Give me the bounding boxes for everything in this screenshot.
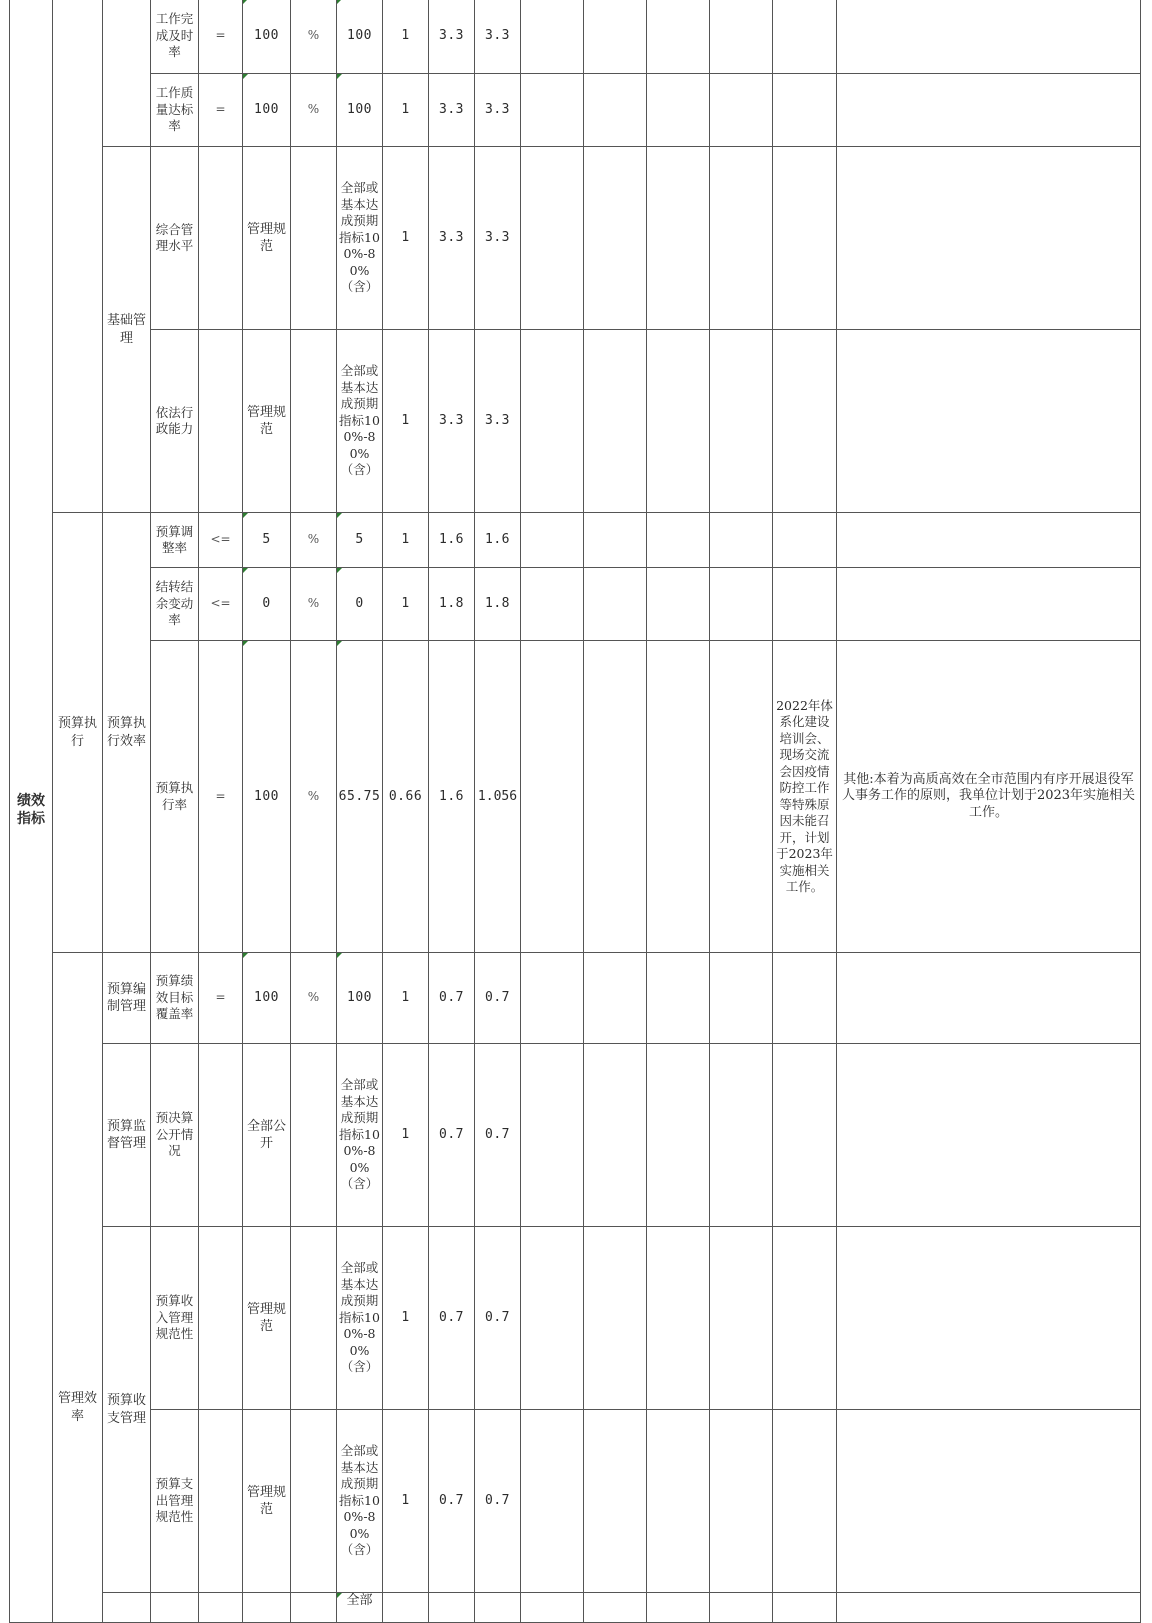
level3-budget-supervision-mgmt: 预算监督管理 xyxy=(103,1044,151,1227)
table-row xyxy=(10,953,1141,1044)
blank-cell xyxy=(647,330,710,513)
level2-blank xyxy=(53,0,103,513)
reason-cell xyxy=(773,330,837,513)
operator: <= xyxy=(199,513,243,568)
blank-cell xyxy=(647,568,710,641)
operator xyxy=(199,330,243,513)
section-label: 绩效指标 xyxy=(10,0,53,1623)
blank-cell xyxy=(647,953,710,1044)
actual-value: 全部或基本达成预期指标100%-80%（含） xyxy=(337,1044,383,1227)
level2-budget-exec: 预算执行 xyxy=(53,513,103,953)
reason-cell xyxy=(773,953,837,1044)
blank-cell xyxy=(521,568,584,641)
completion-rate xyxy=(383,1593,429,1623)
indicator-name: 综合管理水平 xyxy=(151,147,199,330)
operator: = xyxy=(199,74,243,147)
score: 3.3 xyxy=(475,147,521,330)
table-row xyxy=(10,74,1141,147)
blank-cell xyxy=(584,568,647,641)
level3-budget-prep-mgmt: 预算编制管理 xyxy=(103,953,151,1044)
blank-cell xyxy=(710,330,773,513)
blank-cell xyxy=(521,330,584,513)
indicator-name: 结转结余变动率 xyxy=(151,568,199,641)
target-value: 管理规范 xyxy=(243,330,291,513)
reason-cell xyxy=(773,74,837,147)
weight: 0.7 xyxy=(429,1410,475,1593)
actual-value: 100 xyxy=(337,953,383,1044)
blank-cell xyxy=(521,1227,584,1410)
remark-cell xyxy=(837,953,1141,1044)
weight: 3.3 xyxy=(429,74,475,147)
target-value: 管理规范 xyxy=(243,1227,291,1410)
score: 0.7 xyxy=(475,953,521,1044)
blank-cell xyxy=(710,641,773,953)
actual-value: 5 xyxy=(337,513,383,568)
level3-basic-mgmt: 基础管理 xyxy=(103,147,151,513)
blank-cell xyxy=(584,1593,647,1623)
completion-rate: 1 xyxy=(383,1044,429,1227)
indicator-name: 预算支出管理规范性 xyxy=(151,1410,199,1593)
blank-cell xyxy=(710,513,773,568)
table-row xyxy=(10,147,1141,330)
indicator-name: 预算收入管理规范性 xyxy=(151,1227,199,1410)
remark-cell xyxy=(837,330,1141,513)
target-value: 0 xyxy=(243,568,291,641)
remark-cell xyxy=(837,1593,1141,1623)
unit: % xyxy=(291,953,337,1044)
actual-value: 全部 xyxy=(337,1593,383,1623)
blank-cell xyxy=(647,1227,710,1410)
unit xyxy=(291,330,337,513)
remark-cell xyxy=(837,568,1141,641)
indicator-name xyxy=(151,1593,199,1623)
weight: 0.7 xyxy=(429,953,475,1044)
score: 0.7 xyxy=(475,1410,521,1593)
blank-cell xyxy=(584,74,647,147)
remark-cell xyxy=(837,1227,1141,1410)
blank-cell xyxy=(710,568,773,641)
remark-cell xyxy=(837,513,1141,568)
blank-cell xyxy=(710,1227,773,1410)
blank-cell xyxy=(584,641,647,953)
blank-cell xyxy=(584,1227,647,1410)
indicator-name: 预算调整率 xyxy=(151,513,199,568)
actual-value: 全部或基本达成预期指标100%-80%（含） xyxy=(337,1227,383,1410)
actual-value: 100 xyxy=(337,0,383,74)
target-value: 管理规范 xyxy=(243,147,291,330)
blank-cell xyxy=(521,513,584,568)
score: 0.7 xyxy=(475,1227,521,1410)
target-value: 100 xyxy=(243,74,291,147)
target-value: 100 xyxy=(243,0,291,74)
operator: = xyxy=(199,0,243,74)
operator: = xyxy=(199,953,243,1044)
reason-cell xyxy=(773,0,837,74)
completion-rate: 1 xyxy=(383,568,429,641)
blank-cell xyxy=(521,953,584,1044)
indicator-name: 依法行政能力 xyxy=(151,330,199,513)
blank-cell xyxy=(710,147,773,330)
table-row xyxy=(10,641,1141,953)
blank-cell xyxy=(584,0,647,74)
blank-cell xyxy=(647,0,710,74)
completion-rate: 1 xyxy=(383,147,429,330)
reason-cell xyxy=(773,1593,837,1623)
score: 3.3 xyxy=(475,0,521,74)
blank-cell xyxy=(584,953,647,1044)
score: 1.8 xyxy=(475,568,521,641)
unit xyxy=(291,147,337,330)
table-row xyxy=(10,1227,1141,1410)
level2-mgmt-eff: 管理效率 xyxy=(53,953,103,1623)
operator xyxy=(199,1227,243,1410)
indicator-name: 预算绩效目标覆盖率 xyxy=(151,953,199,1044)
weight: 0.7 xyxy=(429,1044,475,1227)
operator xyxy=(199,147,243,330)
reason-cell xyxy=(773,1044,837,1227)
remark-note: 其他:本着为高质高效在全市范围内有序开展退役军人事务工作的原则，我单位计划于2023年实施相关工作。 xyxy=(837,641,1141,953)
indicator-name: 工作质量达标率 xyxy=(151,74,199,147)
blank-cell xyxy=(647,641,710,953)
blank-cell xyxy=(584,1044,647,1227)
operator xyxy=(199,1410,243,1593)
blank-cell xyxy=(584,1410,647,1593)
table-row xyxy=(10,513,1141,568)
completion-rate: 1 xyxy=(383,0,429,74)
unit xyxy=(291,1044,337,1227)
target-value: 5 xyxy=(243,513,291,568)
blank-cell xyxy=(521,1044,584,1227)
completion-rate: 1 xyxy=(383,513,429,568)
remark-cell xyxy=(837,74,1141,147)
score: 3.3 xyxy=(475,330,521,513)
completion-rate: 1 xyxy=(383,330,429,513)
weight: 1.6 xyxy=(429,513,475,568)
table-row xyxy=(10,1044,1141,1227)
score: 1.056 xyxy=(475,641,521,953)
completion-rate: 1 xyxy=(383,953,429,1044)
blank-cell xyxy=(710,74,773,147)
indicator-name: 工作完成及时率 xyxy=(151,0,199,74)
reason-cell xyxy=(773,1410,837,1593)
blank-cell xyxy=(710,953,773,1044)
operator xyxy=(199,1593,243,1623)
completion-rate: 0.66 xyxy=(383,641,429,953)
indicator-name: 预算执行率 xyxy=(151,641,199,953)
unit: % xyxy=(291,641,337,953)
blank-cell xyxy=(647,513,710,568)
blank-cell xyxy=(521,1593,584,1623)
performance-indicator-table xyxy=(9,0,1141,1623)
weight: 3.3 xyxy=(429,147,475,330)
blank-cell xyxy=(647,147,710,330)
target-value: 管理规范 xyxy=(243,1410,291,1593)
blank-cell xyxy=(647,74,710,147)
blank-cell xyxy=(521,1410,584,1593)
blank-cell xyxy=(647,1410,710,1593)
actual-value: 全部或基本达成预期指标100%-80%（含） xyxy=(337,147,383,330)
blank-cell xyxy=(584,330,647,513)
table-row xyxy=(10,330,1141,513)
level3-blank xyxy=(103,0,151,147)
blank-cell xyxy=(710,0,773,74)
weight: 0.7 xyxy=(429,1227,475,1410)
score: 1.6 xyxy=(475,513,521,568)
reason-cell xyxy=(773,513,837,568)
level3-blank xyxy=(103,1593,151,1623)
blank-cell xyxy=(584,147,647,330)
blank-cell xyxy=(647,1593,710,1623)
completion-rate: 1 xyxy=(383,74,429,147)
blank-cell xyxy=(521,74,584,147)
reason-cell xyxy=(773,568,837,641)
score: 0.7 xyxy=(475,1044,521,1227)
remark-cell xyxy=(837,147,1141,330)
blank-cell xyxy=(710,1410,773,1593)
operator: <= xyxy=(199,568,243,641)
actual-value: 0 xyxy=(337,568,383,641)
deviation-reason: 2022年体系化建设培训会、现场交流会因疫情防控工作等特殊原因未能召开，计划于2023年实施相关工作。 xyxy=(773,641,837,953)
actual-value: 65.75 xyxy=(337,641,383,953)
unit: % xyxy=(291,513,337,568)
level3-budget-exec-eff: 预算执行效率 xyxy=(103,513,151,953)
blank-cell xyxy=(710,1593,773,1623)
blank-cell xyxy=(521,147,584,330)
remark-cell xyxy=(837,0,1141,74)
blank-cell xyxy=(521,0,584,74)
blank-cell xyxy=(647,1044,710,1227)
weight: 3.3 xyxy=(429,330,475,513)
reason-cell xyxy=(773,147,837,330)
score xyxy=(475,1593,521,1623)
weight: 1.6 xyxy=(429,641,475,953)
operator xyxy=(199,1044,243,1227)
blank-cell xyxy=(521,641,584,953)
completion-rate: 1 xyxy=(383,1410,429,1593)
actual-value: 全部或基本达成预期指标100%-80%（含） xyxy=(337,1410,383,1593)
table-row xyxy=(10,568,1141,641)
indicator-name: 预决算公开情况 xyxy=(151,1044,199,1227)
completion-rate: 1 xyxy=(383,1227,429,1410)
target-value: 100 xyxy=(243,953,291,1044)
score: 3.3 xyxy=(475,74,521,147)
target-value: 100 xyxy=(243,641,291,953)
unit xyxy=(291,1227,337,1410)
actual-value: 全部或基本达成预期指标100%-80%（含） xyxy=(337,330,383,513)
actual-value: 100 xyxy=(337,74,383,147)
target-value: 全部公开 xyxy=(243,1044,291,1227)
level3-budget-income-expense-mgmt: 预算收支管理 xyxy=(103,1227,151,1593)
blank-cell xyxy=(584,513,647,568)
unit: % xyxy=(291,74,337,147)
table-row xyxy=(10,0,1141,74)
operator: = xyxy=(199,641,243,953)
remark-cell xyxy=(837,1044,1141,1227)
unit: % xyxy=(291,568,337,641)
remark-cell xyxy=(837,1410,1141,1593)
weight: 1.8 xyxy=(429,568,475,641)
unit xyxy=(291,1593,337,1623)
unit xyxy=(291,1410,337,1593)
table-row xyxy=(10,1410,1141,1593)
table-row xyxy=(10,1593,1141,1623)
weight xyxy=(429,1593,475,1623)
target-value xyxy=(243,1593,291,1623)
reason-cell xyxy=(773,1227,837,1410)
weight: 3.3 xyxy=(429,0,475,74)
unit: % xyxy=(291,0,337,74)
blank-cell xyxy=(710,1044,773,1227)
